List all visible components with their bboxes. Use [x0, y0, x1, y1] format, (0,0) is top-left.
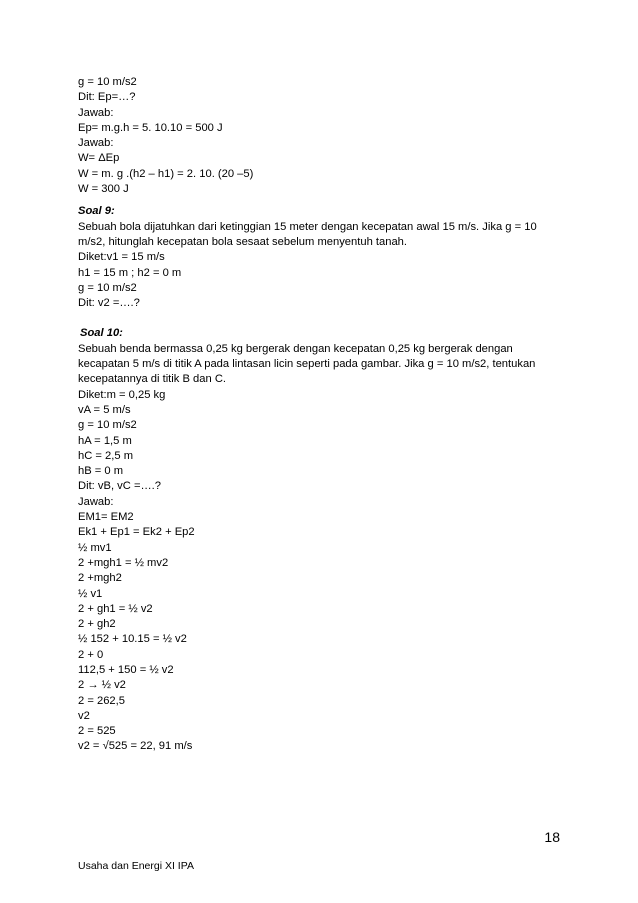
- text-line: ½ v1: [78, 587, 103, 600]
- text-line: Ep= m.g.h = 5. 10.10 = 500 J: [78, 121, 223, 134]
- page-content: [78, 75, 558, 755]
- text-line: g = 10 m/s2: [78, 76, 137, 88]
- soal10-problem: Sebuah benda bermassa 0,25 kg bergerak dengan kecepatan 0,25 kg bergerak dengan kecapatan 5 m/s di titik A pada lintasan licin seperti pada gambar. Jika g = 10 m/s2, tentukan kecepatannya di titik B dan C.: [78, 342, 536, 386]
- text-line: 2 = 525: [78, 725, 116, 738]
- text-line: v2: [78, 709, 90, 722]
- text-line: hA = 1,5 m: [78, 434, 132, 447]
- text-line: 2 + 0: [78, 648, 104, 661]
- block1: [78, 75, 558, 197]
- soal10-heading: Soal 10:: [80, 327, 123, 340]
- text-line: Jawab:: [78, 106, 114, 119]
- text-line: W= ΔEp: [78, 152, 120, 165]
- text-line: Diket:v1 = 15 m/s: [78, 251, 165, 264]
- text-line: Dit: v2 =….?: [78, 297, 140, 310]
- text-line: 112,5 + 150 = ½ v2: [78, 663, 174, 676]
- text-line: 2 = 262,5: [78, 694, 125, 707]
- text-line: Ek1 + Ep1 = Ek2 + Ep2: [78, 526, 195, 539]
- text-line: Jawab:: [78, 495, 114, 508]
- text-line: g = 10 m/s2: [78, 281, 137, 294]
- soal9-section: [78, 204, 558, 311]
- text-line: h1 = 15 m ; h2 = 0 m: [78, 266, 182, 279]
- text-line: ½ 152 + 10.15 = ½ v2: [78, 633, 187, 646]
- page-number: 18: [544, 829, 560, 845]
- text-line: Dit: Ep=…?: [78, 91, 136, 104]
- text-line: 2 + gh2: [78, 618, 116, 631]
- text-line: Jawab:: [78, 137, 114, 150]
- soal10-section: [78, 326, 558, 754]
- text-line: g = 10 m/s2: [78, 419, 137, 432]
- text-line: W = m. g .(h2 – h1) = 2. 10. (20 –5): [78, 167, 254, 180]
- soal9-heading: Soal 9:: [78, 205, 115, 218]
- footer-text: Usaha dan Energi XI IPA: [78, 860, 194, 872]
- text-line: v2 = √525 = 22, 91 m/s: [78, 740, 193, 753]
- text-line: 2 +mgh2: [78, 572, 122, 585]
- text-line: W = 300 J: [78, 183, 129, 196]
- text-line: hC = 2,5 m: [78, 449, 134, 462]
- text-line: 2 → ½ v2: [78, 679, 126, 692]
- text-line: vA = 5 m/s: [78, 403, 131, 416]
- text-line: EM1= EM2: [78, 511, 134, 524]
- text-line: Dit: vB, vC =….?: [78, 480, 161, 493]
- text-line: ½ mv1: [78, 541, 112, 554]
- text-line: 2 +mgh1 = ½ mv2: [78, 556, 169, 569]
- text-line: 2 + gh1 = ½ v2: [78, 602, 153, 615]
- text-line: Diket:m = 0,25 kg: [78, 388, 166, 401]
- soal9-problem: Sebuah bola dijatuhkan dari ketinggian 15 meter dengan kecepatan awal 15 m/s. Jika g = 10 m/s2, hitunglah kecepatan bola sesaat sebelum menyentuh tanah.: [78, 220, 537, 248]
- text-line: hB = 0 m: [78, 465, 124, 478]
